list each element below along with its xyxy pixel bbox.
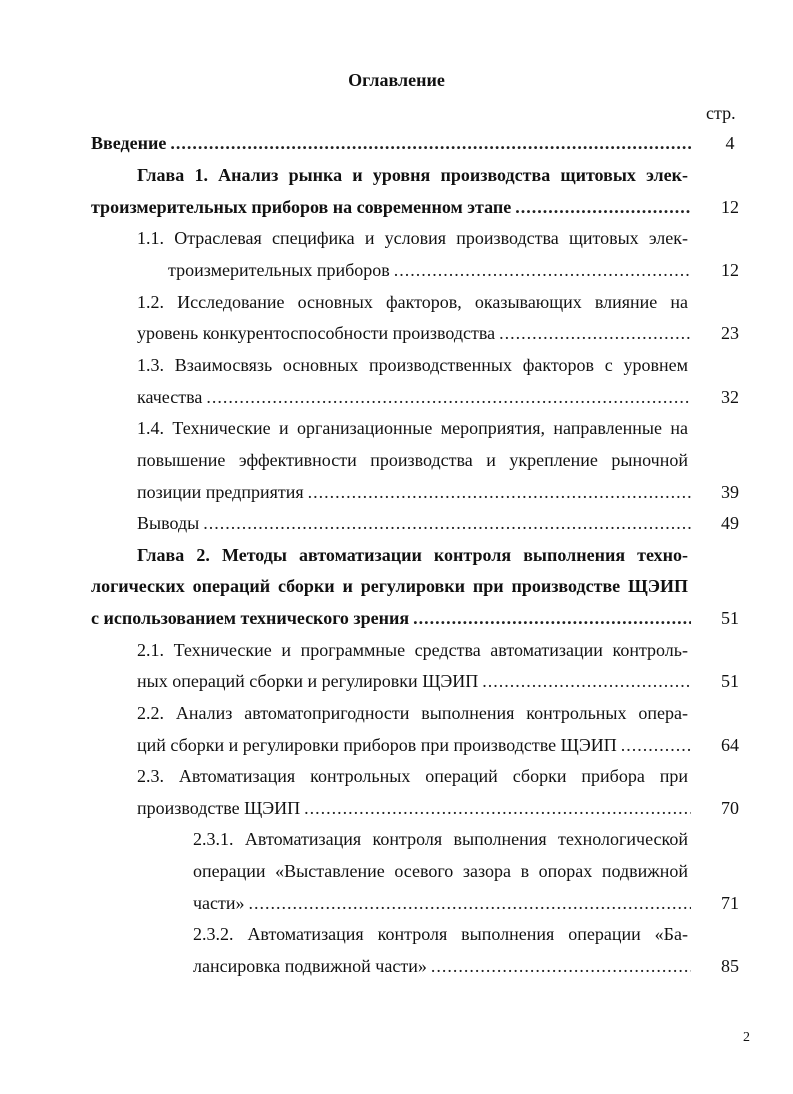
toc-entry-title: уровень конкурентоспособности производства	[137, 323, 496, 343]
toc-entry-introduction[interactable]	[91, 131, 735, 155]
toc-entry-title: ций сборки и регулировки приборов при производстве ЩЭИП	[137, 735, 617, 755]
toc-conclusions[interactable]	[137, 511, 739, 535]
toc-section-1-4-line-2[interactable]: повышение эффективности производства и укрепление рыночной	[137, 450, 688, 470]
toc-page-number: 39	[721, 482, 739, 502]
toc-section-2-3[interactable]	[137, 796, 739, 820]
toc-chapter-2-line-1[interactable]: Глава 2. Методы автоматизации контроля выполнения техно-	[137, 545, 688, 565]
dot-leader	[515, 195, 691, 219]
dot-leader	[170, 131, 691, 155]
toc-page-number: 64	[721, 735, 739, 755]
toc-entry-title: Выводы	[137, 513, 200, 533]
toc-chapter-2[interactable]	[91, 606, 739, 630]
dot-leader	[203, 511, 691, 535]
toc-subsection-2-3-2[interactable]	[193, 954, 739, 978]
page-title: Оглавление	[348, 70, 445, 90]
toc-entry-title: троизмерительных приборов на современном этапе	[91, 197, 512, 217]
toc-entry-title: качества	[137, 387, 203, 407]
toc-entry-title: троизмерительных приборов	[168, 260, 390, 280]
toc-section-1-1-line-1[interactable]: 1.1. Отраслевая специфика и условия производства щитовых элек-	[137, 228, 688, 248]
page-column-label: стр.	[706, 103, 736, 123]
toc-entry-title: лансировка подвижной части»	[193, 956, 427, 976]
toc-page-number: 23	[721, 323, 739, 343]
toc-entry-title: части»	[193, 893, 245, 913]
toc-entry-title: производстве ЩЭИП	[137, 798, 301, 818]
toc-subsection-2-3-1[interactable]	[193, 891, 739, 915]
dot-leader	[431, 954, 691, 978]
toc-entry-title: позиции предприятия	[137, 482, 304, 502]
toc-section-2-1[interactable]	[137, 669, 739, 693]
dot-leader	[482, 669, 691, 693]
toc-subsection-2-3-1-line-1[interactable]: 2.3.1. Автоматизация контроля выполнения технологической	[193, 829, 688, 849]
dot-leader	[249, 891, 691, 915]
dot-leader	[621, 733, 691, 757]
toc-page-number: 12	[721, 260, 739, 280]
page-number: 2	[743, 1030, 750, 1045]
toc-subsection-2-3-1-line-2[interactable]: операции «Выставление осевого зазора в опорах подвижной	[193, 861, 688, 881]
toc-page-number: 85	[721, 956, 739, 976]
toc-chapter-1-line-1[interactable]: Глава 1. Анализ рынка и уровня производства щитовых элек-	[137, 165, 688, 185]
toc-page-number: 32	[721, 387, 739, 407]
dot-leader	[308, 480, 691, 504]
toc-section-1-4[interactable]	[137, 480, 739, 504]
toc-section-2-2-line-1[interactable]: 2.2. Анализ автоматопригодности выполнения контрольных опера-	[137, 703, 688, 723]
toc-chapter-2-line-2[interactable]: логических операций сборки и регулировки при производстве ЩЭИП	[91, 576, 688, 596]
toc-page-number: 12	[721, 197, 739, 217]
toc-entry-title: с использованием технического зрения	[91, 608, 410, 628]
toc-section-1-2[interactable]	[137, 321, 739, 345]
toc-section-2-1-line-1[interactable]: 2.1. Технические и программные средства автоматизации контроль-	[137, 640, 688, 660]
toc-entry-title: Введение	[91, 133, 167, 153]
toc-page-number: 71	[721, 893, 739, 913]
toc-page-number: 70	[721, 798, 739, 818]
toc-section-1-4-line-1[interactable]: 1.4. Технические и организационные мероприятия, направленные на	[137, 418, 688, 438]
dot-leader	[206, 385, 691, 409]
toc-section-1-2-line-1[interactable]: 1.2. Исследование основных факторов, оказывающих влияние на	[137, 292, 688, 312]
dot-leader	[394, 258, 691, 282]
toc-entry-title: ных операций сборки и регулировки ЩЭИП	[137, 671, 479, 691]
toc-chapter-1[interactable]	[91, 195, 739, 219]
toc-section-1-3[interactable]	[137, 385, 739, 409]
dot-leader	[499, 321, 691, 345]
toc-section-1-1[interactable]	[168, 258, 739, 282]
toc-page-number: 4	[725, 133, 735, 153]
dot-leader	[304, 796, 691, 820]
toc-section-2-2[interactable]	[137, 733, 739, 757]
dot-leader	[413, 606, 691, 630]
toc-page-number: 49	[721, 513, 739, 533]
toc-section-2-3-line-1[interactable]: 2.3. Автоматизация контрольных операций сборки прибора при	[137, 766, 688, 786]
toc-page-number: 51	[721, 608, 739, 628]
toc-section-1-3-line-1[interactable]: 1.3. Взаимосвязь основных производственных факторов с уровнем	[137, 355, 688, 375]
toc-subsection-2-3-2-line-1[interactable]: 2.3.2. Автоматизация контроля выполнения операции «Ба-	[193, 924, 688, 944]
toc-page-number: 51	[721, 671, 739, 691]
